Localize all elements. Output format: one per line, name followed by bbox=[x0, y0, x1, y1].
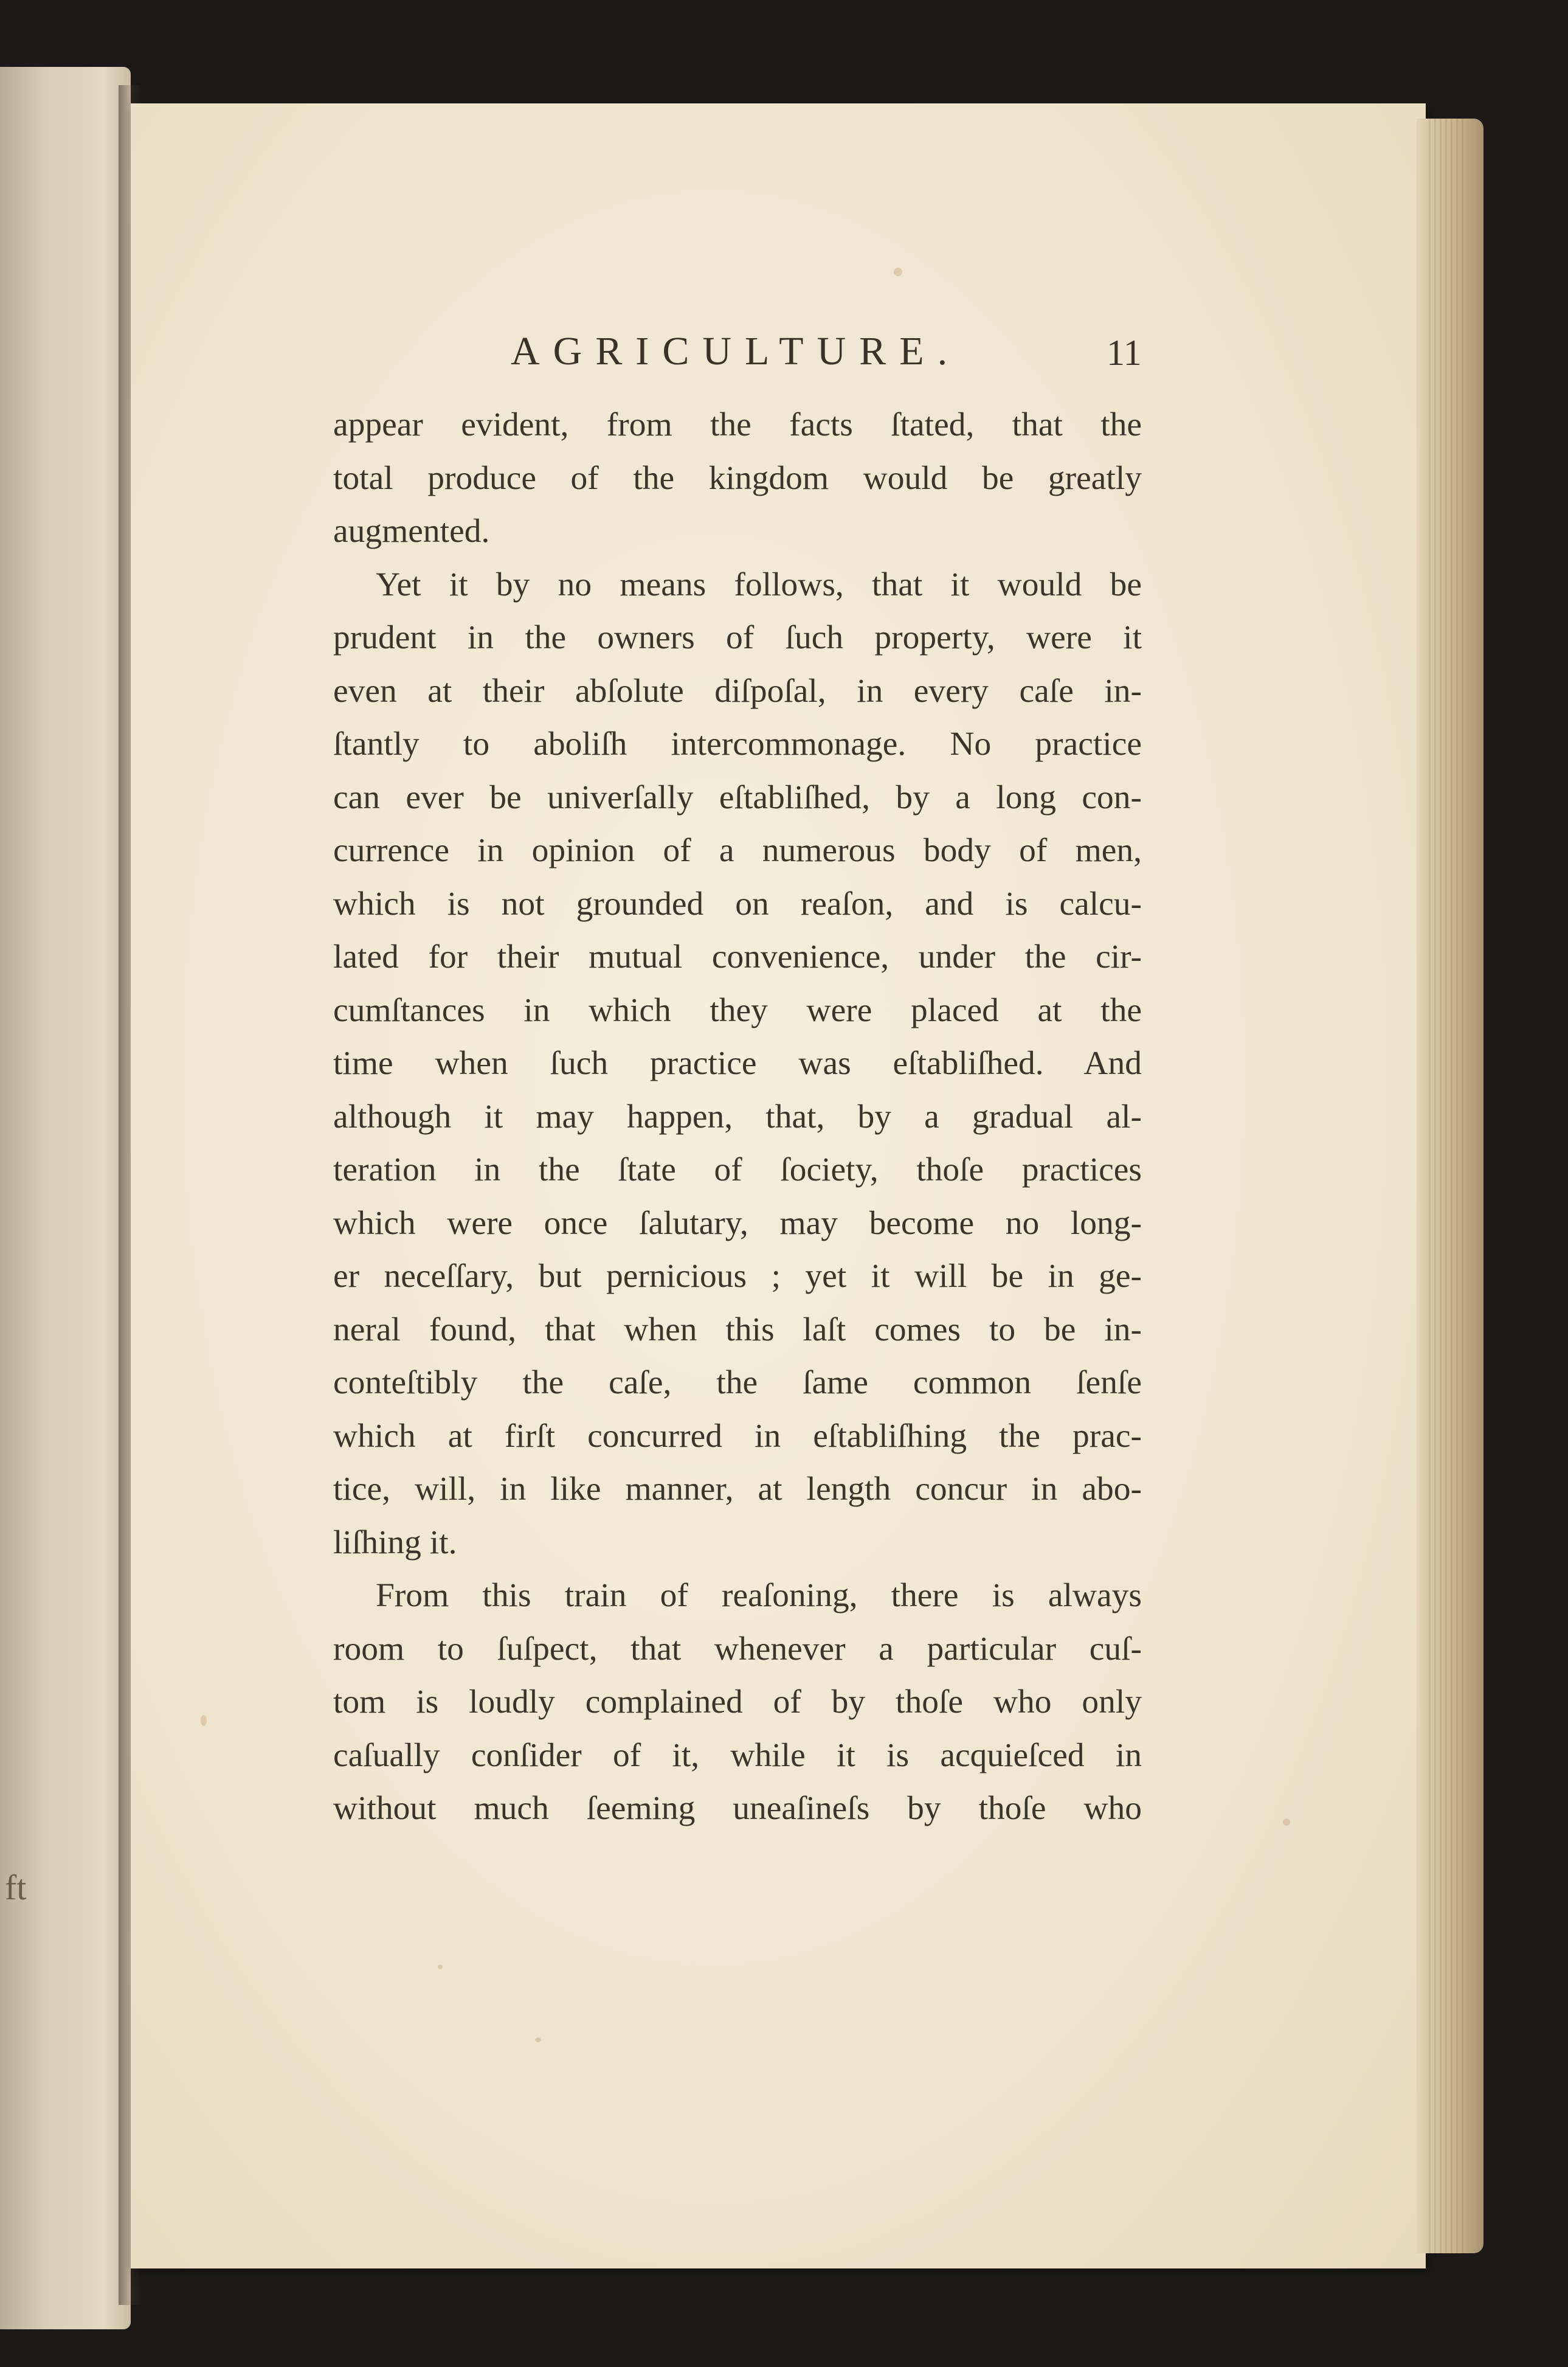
text-line: which were once ſalutary, may become no long- bbox=[333, 1204, 1142, 1242]
foxing-spot bbox=[201, 1715, 207, 1726]
text-line: er neceſſary, but pernicious ; yet it will be in ge- bbox=[333, 1258, 1142, 1295]
text-line: which is not grounded on reaſon, and is calcu- bbox=[333, 885, 1142, 923]
text-line: neral found, that when this laſt comes to be in- bbox=[333, 1311, 1142, 1348]
text-line: teration in the ſtate of ſociety, thoſe practices bbox=[333, 1151, 1142, 1188]
text-line: total produce of the kingdom would be greatly bbox=[333, 459, 1142, 497]
text-line: caſually conſider of it, while it is acquieſced in bbox=[333, 1736, 1142, 1774]
text-line: room to ſuſpect, that whenever a particular cuſ- bbox=[333, 1630, 1142, 1668]
running-head: AGRICULTURE. bbox=[511, 329, 961, 373]
foxing-spot bbox=[1283, 1818, 1290, 1826]
text-line: time when ſuch practice was eſtabliſhed. And bbox=[333, 1045, 1142, 1082]
text-line: tice, will, in like manner, at length concur in abo- bbox=[333, 1471, 1142, 1508]
text-line: conteſtibly the caſe, the ſame common ſenſe bbox=[333, 1364, 1142, 1401]
text-line: which at firſt concurred in eſtabliſhing the prac- bbox=[333, 1417, 1142, 1455]
body-text bbox=[333, 398, 1142, 1835]
text-line: even at their abſolute diſpoſal, in every caſe in- bbox=[333, 672, 1142, 710]
text-line: cumſtances in which they were placed at the bbox=[333, 991, 1142, 1029]
text-line: Yet it by no means follows, that it would be bbox=[376, 566, 1142, 603]
text-line: ſtantly to aboliſh intercommonage. No practice bbox=[333, 726, 1142, 763]
foxing-spot bbox=[438, 1964, 443, 1969]
text-line: although it may happen, that, by a gradual al- bbox=[333, 1098, 1142, 1135]
text-line: appear evident, from the facts ſtated, that the bbox=[333, 406, 1142, 443]
text-line: tom is loudly complained of by thoſe who only bbox=[333, 1683, 1142, 1721]
page-block-edge bbox=[1417, 119, 1483, 2253]
text-line: prudent in the owners of ſuch property, were it bbox=[333, 619, 1142, 656]
text-line: without much ſeeming uneaſineſs by thoſe who bbox=[333, 1790, 1142, 1827]
left-page-edge bbox=[0, 67, 131, 2329]
foxing-spot bbox=[894, 268, 902, 276]
text-line: can ever be univerſally eſtabliſhed, by a long con- bbox=[333, 778, 1142, 816]
text-line: From this train of reaſoning, there is always bbox=[376, 1577, 1142, 1614]
text-line: liſhing it. bbox=[333, 1523, 457, 1561]
page-number: 11 bbox=[1107, 333, 1142, 373]
text-line: lated for their mutual convenience, under the cir- bbox=[333, 938, 1142, 976]
left-page-text-fragment: ft bbox=[5, 1868, 27, 1907]
text-line: currence in opinion of a numerous body of men, bbox=[333, 832, 1142, 869]
text-line: augmented. bbox=[333, 513, 490, 550]
foxing-spot bbox=[535, 2037, 541, 2042]
